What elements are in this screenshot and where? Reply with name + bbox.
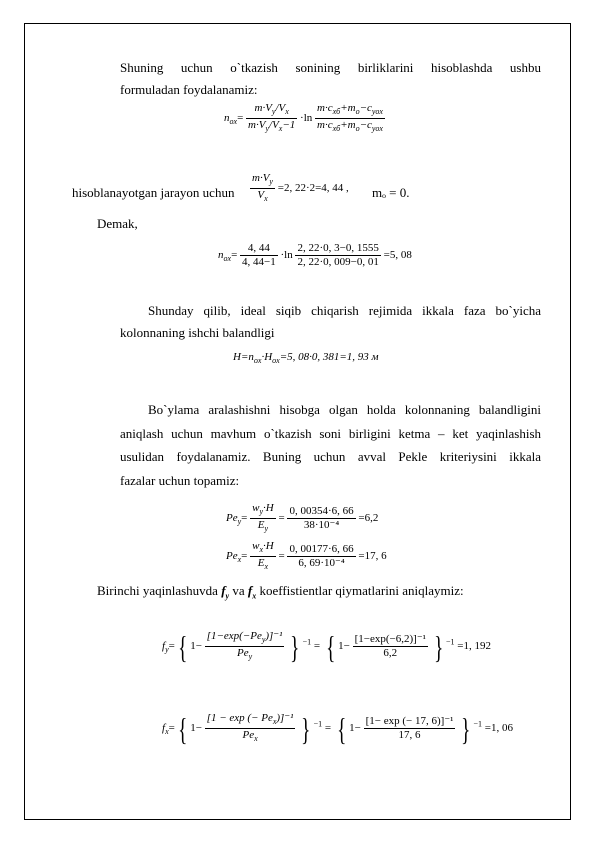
text-line: Shunday qilib, ideal siqib chiqarish rejimida ikkala faza bo`yicha bbox=[148, 303, 541, 318]
paragraph-intro bbox=[120, 57, 541, 101]
text-line: fazalar uchun topamiz: bbox=[120, 472, 240, 488]
paragraph-longitudinal-mixing bbox=[120, 398, 541, 492]
text-line: aniqlash uchun mavhum o`tkazish soni birligini ketma – ket yaqinlashish bbox=[120, 425, 541, 441]
equation-mv-ratio: $\frac{m\cdot V_y}{V_x}$ =2, 22·2=4, 44 , bbox=[252, 172, 349, 204]
equation-f-y: $f_y=${ 1− $\frac{[1-\exp(-Pe_y)]^{-1}}{Pe_y}$ } $^{-1}$ = { 1− $\frac{\text{[1−exp(−6,2)]⁻¹}}{6,2}$ } $^{-1}$ =1, 192 bbox=[162, 628, 492, 665]
equation-mo-zero: mₒ = 0. bbox=[372, 185, 410, 200]
equation-nox-formula: $n_{ox}=$ $\frac{m\cdot V_y/V_x}{m\cdot V_y/V_x-1}$ ·ln $\frac{m\cdot c_{xб}+m_o-c_{yox}}{m\cdot c_{xб}+m_o-c_{yox}}$ bbox=[224, 102, 383, 134]
equation-height: $H=n_{ox}\cdot H_{ox}=5$, 08·0, 381=1, 93 м bbox=[233, 351, 379, 366]
text-line: Shuning uchun o`tkazish sonining birliklarini hisoblashda ushbu bbox=[120, 60, 541, 75]
equation-f-x: $f_x=${ 1− $\frac{[1 - \exp (- Pe_x)]^{-1}}{Pe_x}$ } $^{-1}$ = { 1− $\frac{\text{[1− exp (− 17, 6)]⁻¹}}{17, 6}$ } $^{-1}$ =1, 06 bbox=[162, 710, 514, 747]
paragraph-column-height bbox=[120, 300, 541, 344]
text-first-approximation: Birinchi yaqinlashuvda $f_y$ va $f_x$ koeffistientlar qiymatlarini aniqlaymiz: bbox=[97, 583, 464, 601]
equation-pe-x: $Pe_x=$ $\frac{w_x\cdot H}{E_x}$ = $\frac{0, 00177\cdot 6, 66}{\text{6, 69·10⁻⁴}}$ =17, 6 bbox=[226, 540, 387, 572]
equation-nox-value: $n_{ox}=$ $\frac{4, 44}{4, 44-1}$ ·ln $\frac{2, 22\cdot 0, 3-0, 1555}{2, 22\cdot 0, 009-0, 01}$ =5, 08 bbox=[218, 242, 412, 268]
text-process-condition: hisoblanayotgan jarayon uchun bbox=[72, 185, 235, 200]
text-line: usulidan foydalanamiz. Buning uchun avval Pekle kriteriysini ikkala bbox=[120, 449, 541, 464]
text-line: Bo`ylama aralashishni hisobga olgan holda kolonnaning balandligini bbox=[148, 402, 541, 417]
equation-pe-y: $Pe_y=$ $\frac{w_y\cdot H}{E_y}$ = $\frac{0, 00354\cdot 6, 66}{\text{38·10⁻⁴}}$ =6,2 bbox=[226, 502, 379, 534]
text-line: kolonnaning ishchi balandligi bbox=[120, 325, 275, 340]
text-demak: Demak, bbox=[97, 216, 138, 231]
text-line: formuladan foydalanamiz: bbox=[120, 82, 258, 97]
